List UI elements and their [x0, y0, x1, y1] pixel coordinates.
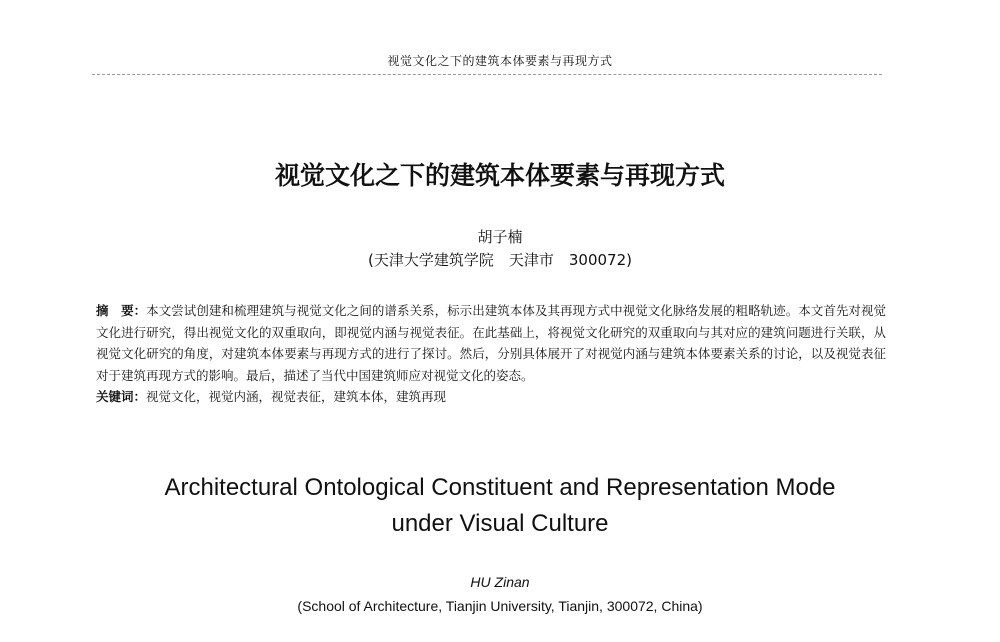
keywords-text: 视觉文化，视觉内涵，视觉表征，建筑本体，建筑再现	[146, 389, 447, 404]
running-header: 视觉文化之下的建筑本体要素与再现方式	[387, 54, 613, 68]
keywords-label: 关键词：	[96, 389, 147, 404]
title-chinese: 视觉文化之下的建筑本体要素与再现方式	[274, 161, 725, 190]
author-chinese: 胡子楠	[477, 228, 523, 246]
abstract-label: 摘 要：	[96, 303, 147, 318]
abstract-block	[96, 300, 886, 408]
title-english-line-1: Architectural Ontological Constituent and Representation Mode	[164, 474, 836, 501]
author-english: HU Zinan	[470, 574, 530, 590]
abstract-paragraph	[96, 300, 886, 386]
title-english-line-2: under Visual Culture	[391, 510, 609, 537]
header-rule	[92, 74, 882, 75]
affiliation-english: (School of Architecture, Tianjin University, Tianjin, 300072, China)	[297, 598, 703, 614]
affiliation-chinese: (天津大学建筑学院 天津市 300072)	[368, 251, 632, 269]
title-english	[0, 470, 1000, 542]
keywords-line	[96, 386, 886, 408]
abstract-text: 本文尝试创建和梳理建筑与视觉文化之间的谱系关系，标示出建筑本体及其再现方式中视觉文化脉络发展的粗略轨迹。本文首先对视觉文化进行研究，得出视觉文化的双重取向，即视觉内涵与视觉表征。在此基础上，将视觉文化研究的双重取向与其对应的建筑问题进行关联，从视觉文化研究的角度，对建筑本体要素与再现方式的进行了探讨。然后，分别具体展开了对视觉内涵与建筑本体要素关系的讨论，以及视觉表征对于建筑再现方式的影响。最后，描述了当代中国建筑师应对视觉文化的姿态。	[96, 303, 886, 383]
